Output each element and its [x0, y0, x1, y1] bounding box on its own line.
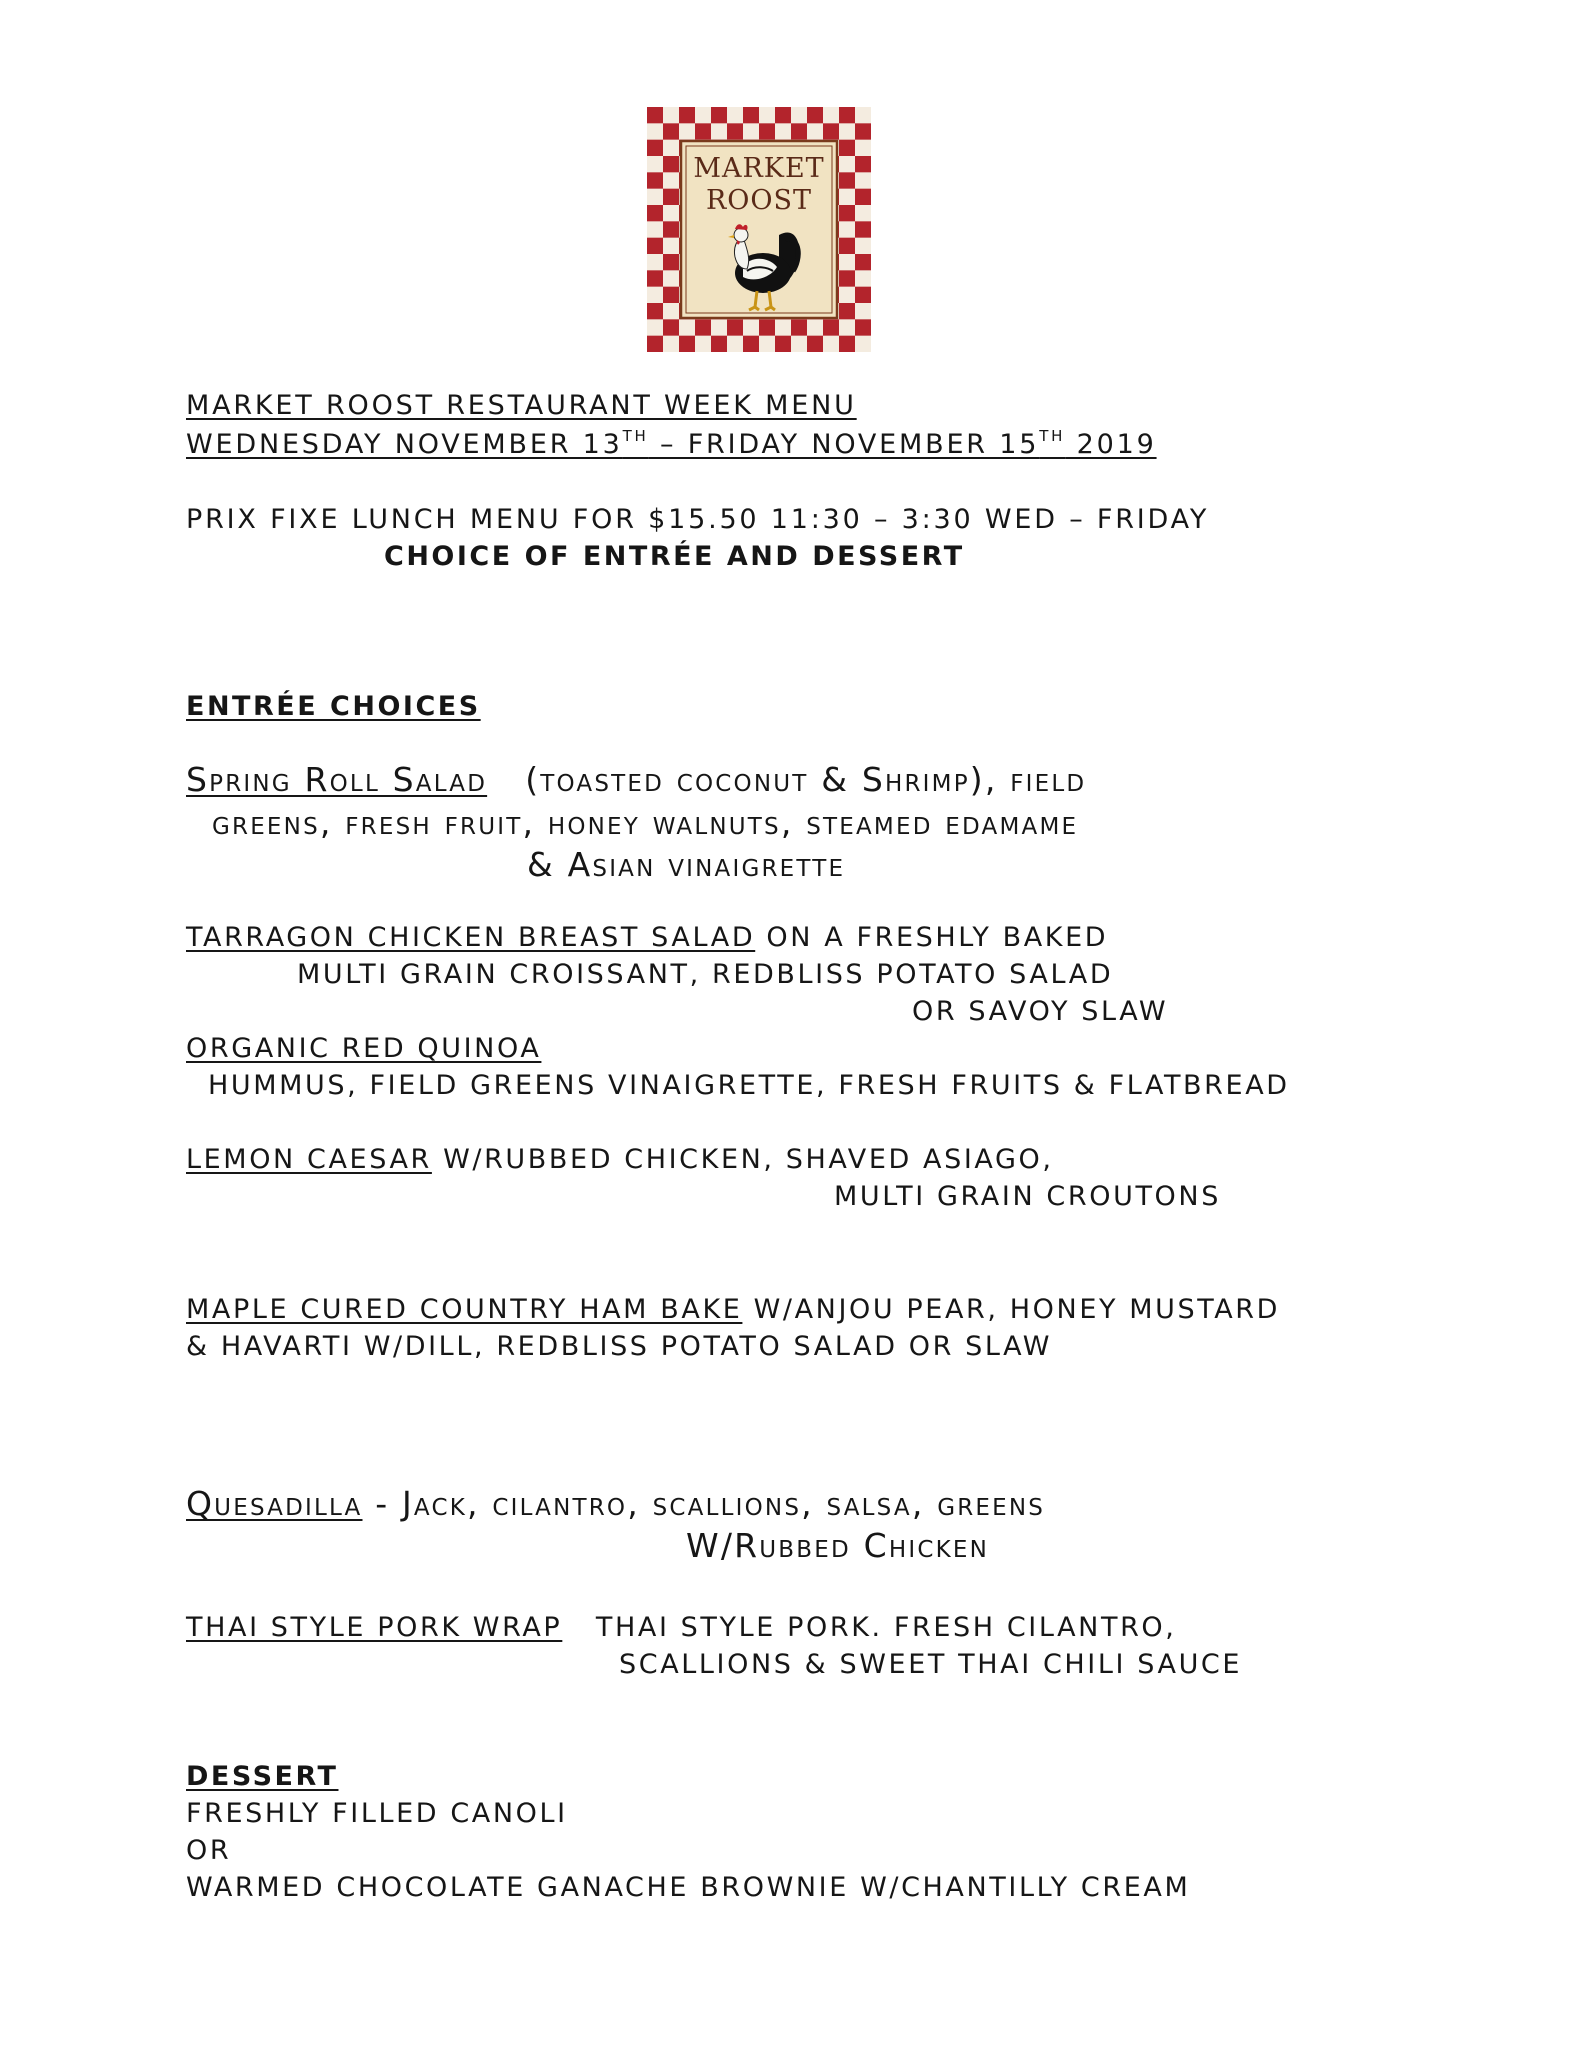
logo-check: [791, 336, 807, 352]
logo-check: [711, 336, 727, 352]
logo-check: [855, 172, 871, 189]
ham-desc-1: W/ANJOU PEAR, HONEY MUSTARD: [742, 1294, 1281, 1325]
logo-check: [855, 254, 871, 271]
spring-roll-line-2: greens, fresh fruit, honey walnuts, steamed edamame: [212, 803, 1079, 842]
logo-check: [647, 140, 663, 157]
logo-check: [743, 336, 759, 352]
logo-check: [727, 107, 743, 124]
date-end-sup: TH: [1039, 427, 1066, 445]
logo-check: [727, 336, 743, 352]
logo-check: [663, 287, 679, 304]
logo-check: [775, 123, 791, 140]
logo-check: [823, 319, 839, 336]
logo-check: [759, 107, 775, 124]
thai-name: THAI STYLE PORK WRAP: [186, 1612, 563, 1643]
logo-text-market: MARKET: [693, 153, 825, 184]
logo-check: [647, 254, 663, 271]
logo-check: [855, 123, 871, 140]
dessert-line-2: OR: [186, 1835, 232, 1866]
logo-check: [791, 319, 807, 336]
logo-check: [855, 287, 871, 304]
prix-fixe-line: PRIX FIXE LUNCH MENU FOR $15.50 11:30 – 3:30 WED – FRIDAY: [186, 504, 1210, 535]
logo-check: [855, 303, 871, 320]
logo-check: [823, 107, 839, 124]
logo-check: [759, 319, 775, 336]
caesar-name: LEMON CAESAR: [186, 1144, 432, 1175]
logo-check: [663, 123, 679, 140]
date-start-sup: TH: [622, 427, 649, 445]
logo-check: [775, 107, 791, 124]
logo-check: [647, 205, 663, 222]
quinoa-line-1: HUMMUS, FIELD GREENS VINAIGRETTE, FRESH FRUITS & FLATBREAD: [208, 1070, 1290, 1101]
logo-check: [647, 287, 663, 304]
thai-desc-1: THAI STYLE PORK. FRESH CILANTRO,: [562, 1612, 1177, 1643]
caesar-line-1: [186, 1144, 1054, 1175]
logo-check: [647, 172, 663, 189]
logo-check: [727, 319, 743, 336]
logo-check: [663, 319, 679, 336]
logo-check: [663, 189, 679, 206]
ham-line-2: & HAVARTI W/DILL, REDBLISS POTATO SALAD OR SLAW: [186, 1331, 1053, 1362]
logo-check: [839, 270, 855, 287]
logo-check: [663, 156, 679, 173]
logo-check: [823, 336, 839, 352]
logo-check: [647, 270, 663, 287]
logo-check: [695, 107, 711, 124]
market-roost-logo: [647, 107, 871, 352]
logo-check: [775, 319, 791, 336]
logo-check: [647, 319, 663, 336]
logo-check: [711, 319, 727, 336]
spring-roll-line-3: & Asian vinaigrette: [527, 845, 846, 884]
logo-check: [743, 319, 759, 336]
quesadilla-line-2: W/Rubbed Chicken: [686, 1526, 990, 1565]
logo-check: [823, 123, 839, 140]
tarragon-line-1: [186, 922, 1108, 953]
dessert-line-3: WARMED CHOCOLATE GANACHE BROWNIE W/CHANTILLY CREAM: [186, 1872, 1191, 1903]
logo-check: [663, 254, 679, 271]
logo-check: [647, 189, 663, 206]
spring-roll-name: Spring Roll Salad: [186, 760, 488, 799]
caesar-desc-1: W/RUBBED CHICKEN, SHAVED ASIAGO,: [431, 1144, 1054, 1175]
logo-check: [839, 156, 855, 173]
spring-roll-desc-1: (toasted coconut & Shrimp), field: [487, 760, 1087, 799]
logo-check: [839, 205, 855, 222]
logo-check: [839, 319, 855, 336]
logo-graphic: [647, 107, 871, 352]
logo-check: [679, 336, 695, 352]
logo-check: [663, 336, 679, 352]
spring-roll-line-1: [186, 760, 1086, 799]
logo-check: [663, 238, 679, 255]
logo-check: [663, 107, 679, 124]
logo-check: [711, 107, 727, 124]
logo-check: [839, 172, 855, 189]
logo-text-roost: ROOST: [705, 185, 813, 216]
menu-dates: [186, 429, 1157, 460]
ham-line-1: [186, 1294, 1280, 1325]
logo-check: [647, 336, 663, 352]
logo-check: [663, 303, 679, 320]
logo-check: [743, 123, 759, 140]
logo-check: [855, 270, 871, 287]
tarragon-line-2: MULTI GRAIN CROISSANT, REDBLISS POTATO SALAD: [297, 959, 1114, 990]
logo-check: [839, 107, 855, 124]
dessert-heading: DESSERT: [186, 1761, 339, 1792]
logo-check: [839, 238, 855, 255]
logo-check: [663, 221, 679, 238]
logo-check: [727, 123, 743, 140]
entree-heading: ENTRÉE CHOICES: [186, 691, 481, 722]
logo-check: [663, 140, 679, 157]
date-end: – FRIDAY NOVEMBER 15: [648, 429, 1040, 460]
logo-check: [663, 172, 679, 189]
logo-check: [791, 123, 807, 140]
logo-check: [759, 336, 775, 352]
dessert-line-1: FRESHLY FILLED CANOLI: [186, 1798, 568, 1829]
date-start: WEDNESDAY NOVEMBER 13: [186, 429, 623, 460]
logo-check: [647, 156, 663, 173]
tarragon-name: TARRAGON CHICKEN BREAST SALAD: [186, 922, 756, 953]
logo-check: [839, 254, 855, 271]
logo-check: [647, 303, 663, 320]
menu-title: MARKET ROOST RESTAURANT WEEK MENU: [186, 390, 857, 421]
logo-check: [855, 319, 871, 336]
logo-check: [839, 221, 855, 238]
logo-check: [807, 123, 823, 140]
logo-check: [695, 123, 711, 140]
logo-check: [839, 189, 855, 206]
quinoa-name: ORGANIC RED QUINOA: [186, 1033, 542, 1064]
logo-check: [647, 221, 663, 238]
date-year: 2019: [1065, 429, 1157, 460]
ham-name: MAPLE CURED COUNTRY HAM BAKE: [186, 1294, 743, 1325]
logo-check: [855, 107, 871, 124]
logo-check: [759, 123, 775, 140]
logo-check: [839, 303, 855, 320]
logo-check: [743, 107, 759, 124]
logo-check: [855, 189, 871, 206]
logo-check: [855, 221, 871, 238]
logo-check: [855, 156, 871, 173]
logo-check: [647, 238, 663, 255]
logo-check: [711, 123, 727, 140]
logo-check: [839, 287, 855, 304]
logo-check: [855, 336, 871, 352]
logo-check: [647, 123, 663, 140]
quesadilla-line-1: [186, 1484, 1045, 1523]
logo-check: [791, 107, 807, 124]
logo-check: [839, 336, 855, 352]
logo-check: [855, 205, 871, 222]
logo-check: [679, 319, 695, 336]
logo-check: [807, 336, 823, 352]
logo-check: [855, 140, 871, 157]
logo-check: [647, 107, 663, 124]
logo-check: [679, 123, 695, 140]
logo-check: [663, 270, 679, 287]
quesadilla-name: Quesadilla: [186, 1484, 363, 1523]
logo-check: [807, 319, 823, 336]
logo-check: [679, 107, 695, 124]
tarragon-desc-1: ON A FRESHLY BAKED: [755, 922, 1109, 953]
logo-check: [775, 336, 791, 352]
logo-check: [807, 107, 823, 124]
thai-line-1: [186, 1612, 1176, 1643]
logo-check: [855, 238, 871, 255]
choice-line: CHOICE OF ENTRÉE AND DESSERT: [384, 541, 965, 572]
tarragon-line-3: OR SAVOY SLAW: [912, 996, 1169, 1027]
quesadilla-desc-1: - Jack, cilantro, scallions, salsa, greens: [362, 1484, 1046, 1523]
logo-check: [839, 140, 855, 157]
logo-check: [695, 319, 711, 336]
logo-check: [695, 336, 711, 352]
caesar-line-2: MULTI GRAIN CROUTONS: [834, 1181, 1221, 1212]
logo-check: [839, 123, 855, 140]
logo-check: [663, 205, 679, 222]
thai-line-2: SCALLIONS & SWEET THAI CHILI SAUCE: [619, 1649, 1243, 1680]
